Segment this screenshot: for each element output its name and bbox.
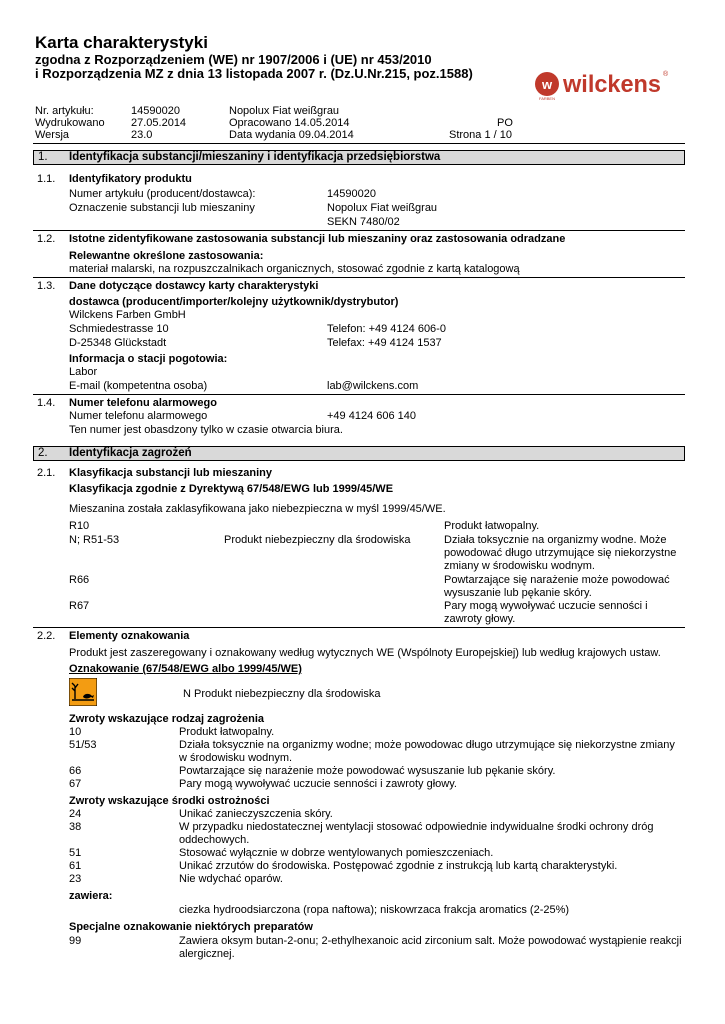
safety-phrase-code: 24 xyxy=(69,808,82,820)
n-middle: Produkt niebezpieczny dla środowiska xyxy=(224,534,411,546)
special-labelling-number: 99 xyxy=(69,935,82,947)
supplier-street: Schmiedestrasse 10 xyxy=(69,323,169,335)
risk-phrase-code: 51/53 xyxy=(69,739,97,751)
risk-phrase-code: 67 xyxy=(69,778,82,790)
meta-printed-label: Wydrukowano xyxy=(35,117,105,129)
risk-phrase-text: Pary mogą wywoływać uczucie senności i zawroty głowy. xyxy=(179,778,457,790)
meta-version-label: Wersja xyxy=(35,129,70,141)
sub-1-3-title: Dane dotyczące dostawcy karty charakterystyki xyxy=(69,280,319,292)
supplier-fax: Telefax: +49 4124 1537 xyxy=(327,337,442,349)
meta-country: PO xyxy=(497,117,513,129)
divider-1-2 xyxy=(33,230,685,231)
divider-1-3 xyxy=(33,277,685,278)
r67-desc-1: Pary mogą wywoływać uczucie senności i xyxy=(444,600,648,612)
wilckens-logo-mark xyxy=(533,64,673,104)
section-2-title: Identyfikacja zagrożeń xyxy=(69,447,192,459)
emergency-info-heading: Informacja o stacji pogotowia: xyxy=(69,353,228,365)
substance-name-value: Nopolux Fiat weißgrau xyxy=(327,202,438,214)
special-labelling-heading: Specjalne oznakowanie niektórych preparatów xyxy=(69,921,313,933)
section-2-number: 2. xyxy=(38,447,48,459)
sub-2-1-title: Klasyfikacja substancji lub mieszaniny xyxy=(69,467,272,479)
meta-article-label: Nr. artykułu: xyxy=(35,105,94,117)
risk-phrase-code: 10 xyxy=(69,726,82,738)
emergency-phone-label: Numer telefonu alarmowego xyxy=(69,410,208,422)
svg-text:wilckens: wilckens xyxy=(562,71,661,98)
r67-desc-2: zawroty głowy. xyxy=(444,613,516,625)
safety-phrase-code: 23 xyxy=(69,873,82,885)
section-1-title: Identyfikacja substancji/mieszaniny i identyfikacja przedsiębiorstwa xyxy=(69,151,441,163)
risk-phrases-heading: Zwroty wskazujące rodzaj zagrożenia xyxy=(69,713,265,725)
safety-phrase-text: Stosować wyłącznie w dobrze wentylowanych pomieszczeniach. xyxy=(179,847,494,859)
email-label: E-mail (kompetentna osoba) xyxy=(69,380,208,392)
r66-code: R66 xyxy=(69,574,90,586)
article-number-label: Numer artykułu (producent/dostawca): xyxy=(69,188,256,200)
section-1-header xyxy=(33,150,685,165)
email-value: lab@wilckens.com xyxy=(327,380,419,392)
sub-2-2-title: Elementy oznakowania xyxy=(69,630,190,642)
risk-phrase-text: w środowisku wodnym. xyxy=(179,752,293,764)
wilckens-logo xyxy=(533,64,673,104)
divider-1-4 xyxy=(33,394,685,395)
sub-1-3-number: 1.3. xyxy=(37,280,56,292)
classification-heading: Klasyfikacja zgodnie z Dyrektywą 67/548/EWG lub 1999/45/WE xyxy=(69,483,394,495)
labelling-subheading: Oznakowanie (67/548/EWG albo 1999/45/WE) xyxy=(69,663,302,675)
meta-article-value: 14590020 xyxy=(131,105,180,117)
r10-code: R10 xyxy=(69,520,90,532)
meta-issue-date: Data wydania 09.04.2014 xyxy=(229,129,354,141)
safety-phrase-text: Unikać zrzutów do środowiska. Postępować zgodnie z instrukcją lub kartą charakterystyki. xyxy=(179,860,618,872)
safety-phrase-code: 38 xyxy=(69,821,82,833)
document-subtitle-1: zgodna z Rozporządzeniem (WE) nr 1907/2006 i (UE) nr 453/2010 xyxy=(35,52,432,67)
article-number-value: 14590020 xyxy=(327,188,376,200)
special-labelling-text-2: alergicznej. xyxy=(179,948,235,960)
meta-revised: Opracowano 14.05.2014 xyxy=(229,117,350,129)
risk-phrase-text: Działa toksycznie na organizmy wodne; może powodowac długo utrzymujące się niekorzystne zmiany xyxy=(179,739,675,751)
svg-text:FARBEN: FARBEN xyxy=(538,96,556,101)
sub-1-2-number: 1.2. xyxy=(37,233,56,245)
section-1-number: 1. xyxy=(38,151,48,163)
relevant-uses-text: materiał malarski, na rozpuszczalnikach organicznych, stosować zgodnie z kartą katalogową xyxy=(69,263,520,275)
safety-phrase-text: Nie wdychać oparów. xyxy=(179,873,283,885)
sub-1-1-number: 1.1. xyxy=(37,173,56,185)
r66-desc-2: wysuszanie lub pękanie skóry. xyxy=(444,587,592,599)
contains-heading: zawiera: xyxy=(69,890,113,902)
document-title: Karta charakterystyki xyxy=(35,33,208,52)
safety-phrase-code: 51 xyxy=(69,847,82,859)
r67-code: R67 xyxy=(69,600,90,612)
r66-desc-1: Powtarzające się narażenie może powodować xyxy=(444,574,670,586)
svg-text:®: ® xyxy=(663,71,669,78)
meta-product-name: Nopolux Fiat weißgrau xyxy=(229,105,340,117)
n-desc-2: powodować długo utrzymujące się niekorzystne xyxy=(444,547,677,559)
sub-1-1-title: Identyfikatory produktu xyxy=(69,173,192,185)
sub-1-4-title: Numer telefonu alarmowego xyxy=(69,397,217,409)
meta-page: Strona 1 / 10 xyxy=(449,129,512,141)
n-desc-3: zmiany w środowisku wodnym. xyxy=(444,560,595,572)
header-divider xyxy=(33,143,685,144)
emergency-phone-note: Ten numer jest obasdzony tylko w czasie otwarcia biura. xyxy=(69,424,343,436)
classification-text: Mieszanina została zaklasyfikowana jako niebezpieczna w myśl 1999/45/WE. xyxy=(69,503,446,515)
risk-phrase-text: Powtarzające się narażenie może powodować wysuszanie lub pękanie skóry. xyxy=(179,765,556,777)
sub-1-4-number: 1.4. xyxy=(37,397,56,409)
emergency-info-labor: Labor xyxy=(69,366,98,378)
relevant-uses-heading: Relewantne określone zastosowania: xyxy=(69,250,264,262)
pictogram-label: N Produkt niebezpieczny dla środowiska xyxy=(183,688,381,700)
environment-hazard-icon xyxy=(69,678,97,706)
substance-name-label: Oznaczenie substancji lub mieszaniny xyxy=(69,202,255,214)
document-subtitle-2: i Rozporządzenia MZ z dnia 13 listopada 2007 r. (Dz.U.Nr.215, poz.1588) xyxy=(35,66,473,81)
special-labelling-text-1: Zawiera oksym butan-2-onu; 2-ethylhexanoic acid zirconium salt. Może powodować wystąpienie reakcji xyxy=(179,935,682,947)
safety-phrase-text: W przypadku niedostatecznej wentylacji stosować odpowiednie indywidualne środki ochrony dróg xyxy=(179,821,654,833)
sub-2-1-number: 2.1. xyxy=(37,467,56,479)
supplier-city: D-25348 Glückstadt xyxy=(69,337,167,349)
safety-phrase-text: oddechowych. xyxy=(179,834,250,846)
risk-phrase-code: 66 xyxy=(69,765,82,777)
safety-phrase-text: Unikać zanieczyszczenia skóry. xyxy=(179,808,333,820)
labelling-text: Produkt jest zaszeregowany i oznakowany według wytycznych WE (Wspólnoty Europejskiej) lub według krajowych ustaw. xyxy=(69,647,661,659)
supplier-heading: dostawca (producent/importer/kolejny użytkownik/dystrybutor) xyxy=(69,296,399,308)
emergency-phone-value: +49 4124 606 140 xyxy=(327,410,417,422)
meta-printed-value: 27.05.2014 xyxy=(131,117,187,129)
supplier-company: Wilckens Farben GmbH xyxy=(69,309,186,321)
contains-text: ciezka hydroodsiarczona (ropa naftowa); niskowrzaca frakcja aromatics (2-25%) xyxy=(179,904,570,916)
risk-phrase-text: Produkt łatwopalny. xyxy=(179,726,275,738)
sub-2-2-number: 2.2. xyxy=(37,630,56,642)
divider-2-2 xyxy=(33,627,685,628)
substance-code-value: SEKN 7480/02 xyxy=(327,216,400,228)
r10-desc: Produkt łatwopalny. xyxy=(444,520,540,532)
meta-version-value: 23.0 xyxy=(131,129,153,141)
supplier-phone: Telefon: +49 4124 606-0 xyxy=(327,323,446,335)
safety-phrase-code: 61 xyxy=(69,860,82,872)
safety-phrases-heading: Zwroty wskazujące środki ostrożności xyxy=(69,795,270,807)
n-code: N; R51-53 xyxy=(69,534,120,546)
n-desc-1: Działa toksycznie na organizmy wodne. Może xyxy=(444,534,667,546)
section-2-header xyxy=(33,446,685,461)
sub-1-2-title: Istotne zidentyfikowane zastosowania substancji lub mieszaniny oraz zastosowania odradzane xyxy=(69,233,566,245)
svg-text:w: w xyxy=(541,77,553,92)
